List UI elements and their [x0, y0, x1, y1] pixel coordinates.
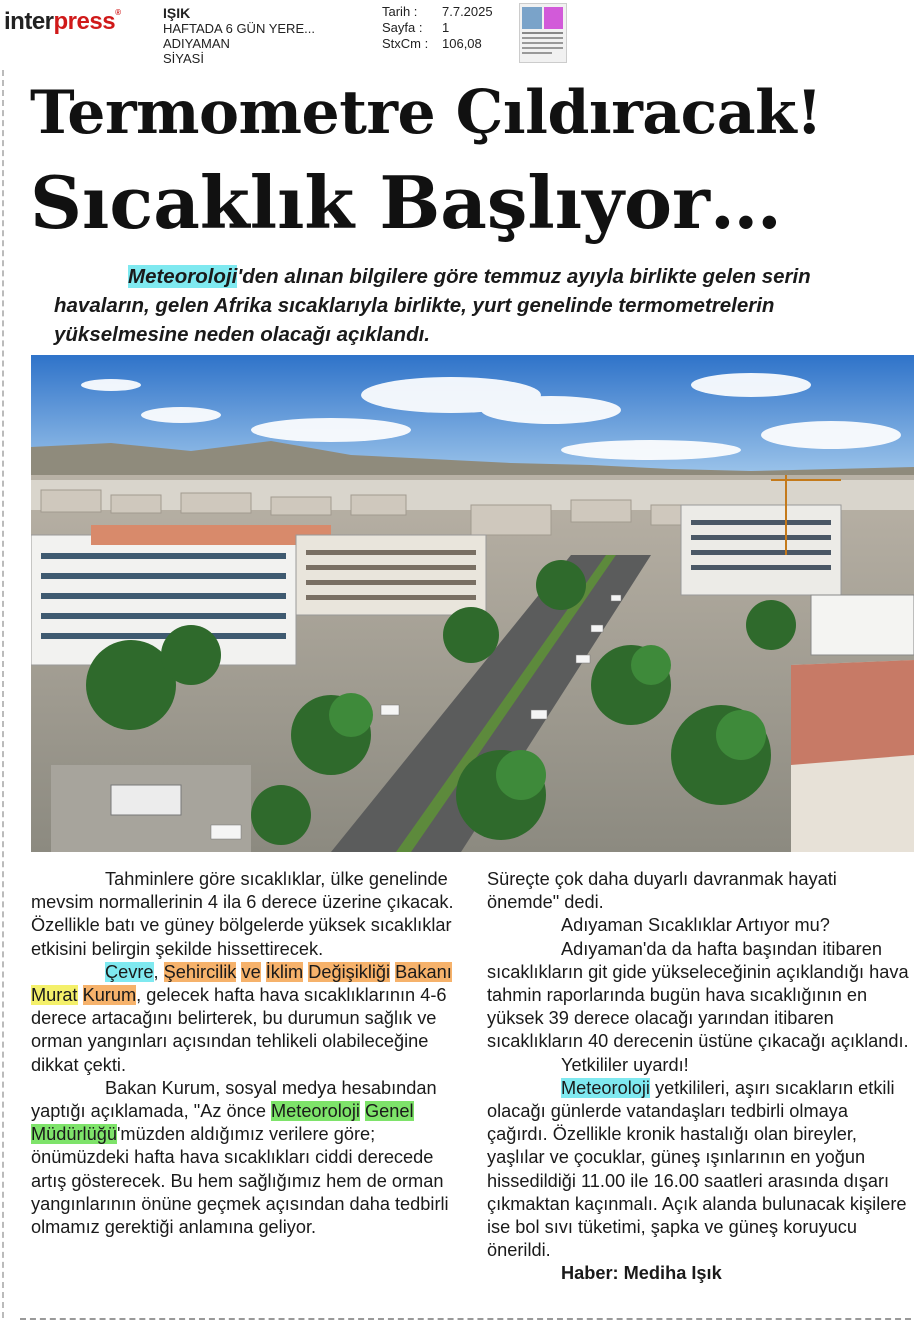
clipping-meta-left [163, 6, 315, 66]
page-value: 1 [442, 20, 450, 35]
bottom-dashed-rule [20, 1318, 911, 1320]
byline: Haber: Mediha Işık [561, 1263, 722, 1284]
publication-city: ADIYAMAN [163, 36, 230, 51]
page-thumbnail[interactable] [519, 3, 567, 63]
lead-highlight: Meteoroloji [128, 265, 238, 288]
publication-name: IŞIK [163, 5, 191, 21]
page-label: Sayfa : [382, 20, 423, 35]
paragraph-3: Bakan Kurum, sosyal medya hesabından yaptığı açıklamada, "Az önce Meteoroloji Genel Müdürlüğü'müzden aldığımız verilere göre; önümüzdeki hafta hava sıcaklıkları ciddi derecede artış gösterecek. Bu hem sağlığımız hem de orman yangınlarının önüne geçmek açısından daha tedbirli olmamız gerektiği anlamına geliyor. [31, 1077, 449, 1238]
clipping-meta-right [382, 4, 493, 52]
city-aerial-photo [31, 355, 914, 852]
subheading-adiyaman: Adıyaman Sıcaklıklar Artıyor mu? [561, 915, 830, 936]
paragraph-5: Adıyaman'da da hafta başından itibaren sıcaklıkların git gide yükseleceğinin açıklandığı hava tahmin raporlarında bugün hava sıcaklığının en yüksek 39 derece olacağı yarından itibaren sıcaklıkların 40 derecenin üstüne çıkacağı açıklandı. [487, 938, 909, 1052]
interpress-logo: interpress® [4, 8, 121, 35]
paragraph-1: Tahminlere göre sıcaklıklar, ülke genelinde mevsim normallerinin 4 ila 6 derece üzerine çıkacak. Özellikle batı ve güney bölgelerde yüksek sıcaklıklar etkisini belirgin şekilde hissettirecek. [31, 869, 454, 959]
subheading-warning: Yetkililer uyardı! [561, 1054, 689, 1075]
page-edge-rule [2, 70, 4, 1318]
stxcm-label: StxCm : [382, 36, 429, 51]
paragraph-6: Meteoroloji yetkilileri, aşırı sıcakların etkili olacağı günlerde vatandaşları tedbirli olmaya çağırdı. Özellikle kronik hastalığı olan bireyler, yaşlılar ve çocuklar, güneş ışınlarının en yoğun hissedildiği 11.00 ile 16.00 saatleri arasında dışarı çıkmaktan kaçınmalı. Açık alanda bulunacak kişilere ise bol sıvı tüketimi, şapka ve güneş koruyucu önerildi. [487, 1077, 907, 1261]
publication-section: SİYASİ [163, 51, 204, 66]
article-column-1 [31, 868, 463, 1239]
stxcm-value: 106,08 [442, 36, 482, 51]
headline-line-2: Sıcaklık Başlıyor… [30, 160, 782, 245]
lead-paragraph: Meteoroloji'den alınan bilgilere göre temmuz ayıyla birlikte gelen serin havaların, gelen Afrika sıcaklarıyla birlikte, yurt genelinde termometrelerin yükselmesine neden olacağı açıklandı. [54, 265, 811, 346]
date-label: Tarih : [382, 4, 418, 19]
paragraph-2: Çevre, Şehircilik ve İklim Değişikliği Bakanı Murat Kurum, gelecek hafta hava sıcaklıklarının 4-6 derece artacağını belirterek, bu durumun sağlık ve orman yangınları açısından tehlikeli olabileceğine dikkat çekti. [31, 961, 452, 1075]
article-column-2 [487, 868, 912, 1286]
headline-line-1: Termometre Çıldıracak! [30, 78, 822, 148]
date-value: 7.7.2025 [442, 4, 493, 19]
paragraph-4: Süreçte çok daha duyarlı davranmak hayati önemde" dedi. [487, 869, 837, 913]
publication-frequency: HAFTADA 6 GÜN YERE... [163, 21, 315, 36]
